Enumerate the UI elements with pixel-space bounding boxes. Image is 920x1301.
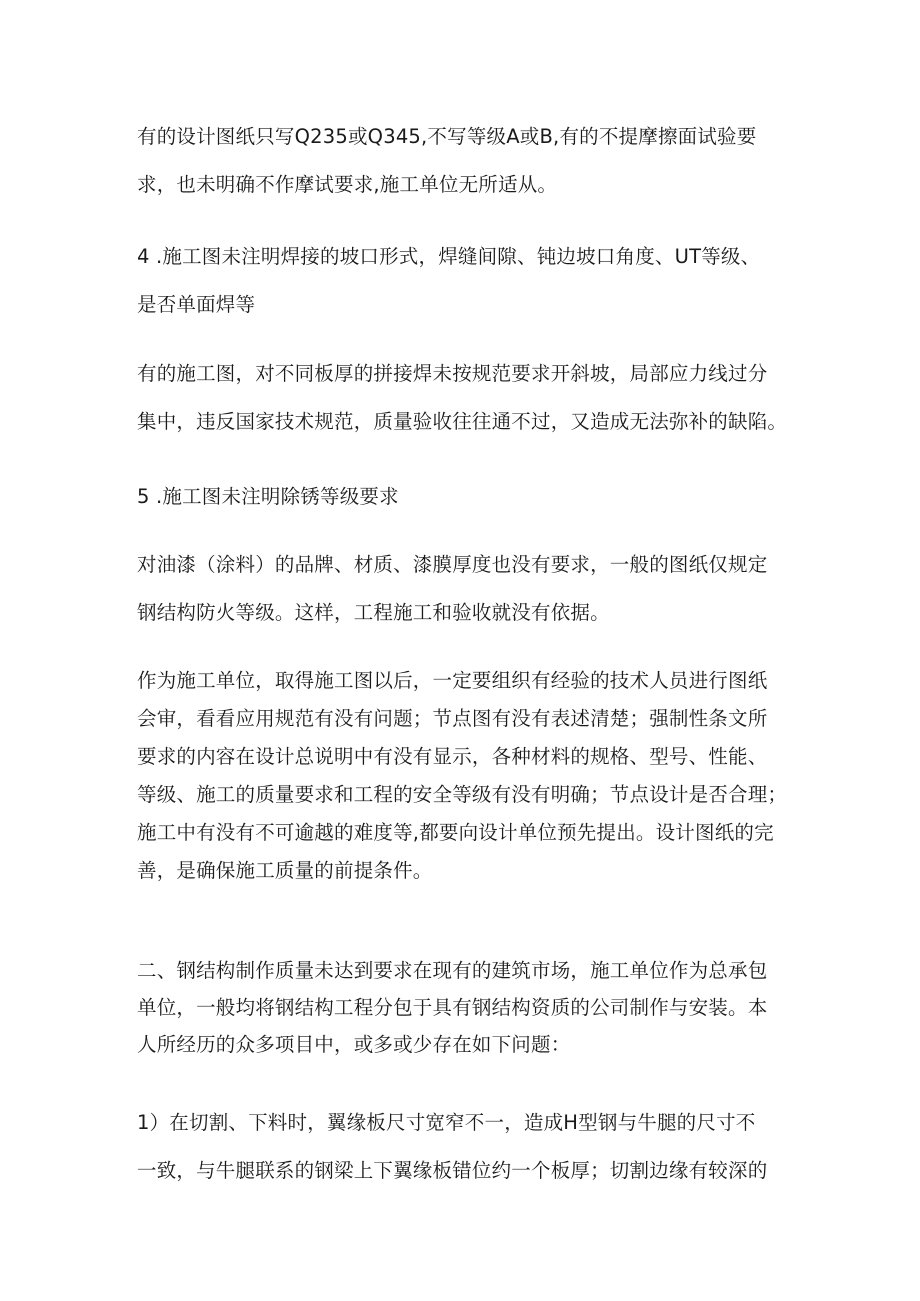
paragraph-cutting-issues — [137, 1099, 797, 1195]
text-line: 5 .施工图未注明除锈等级要求 — [137, 485, 399, 508]
text-line: 要求的内容在设计总说明中有没有显示，各种材料的规格、型号、性能、 — [137, 745, 768, 768]
text-line: 单位，一般均将钢结构工程分包于具有钢结构资质的公司制作与安装。本 — [137, 996, 768, 1019]
text-line: 等级、施工的质量要求和工程的安全等级有没有明确；节点设计是否合理； — [137, 783, 788, 806]
text-line: 作为施工单位，取得施工图以后，一定要组织有经验的技术人员进行图纸 — [137, 669, 768, 692]
text-line: 求，也未明确不作摩试要求,施工单位无所适从。 — [137, 173, 558, 196]
heading-item-5 — [137, 473, 797, 521]
paragraph-design-drawings-grade — [137, 113, 797, 209]
paragraph-plate-thickness — [137, 350, 797, 446]
text-line: 人所经历的众多项目中，或多或少存在如下问题： — [137, 1033, 571, 1056]
text-line: 有的设计图纸只写Q235或Q345,不写等级A或B,有的不提摩擦面试验要 — [137, 125, 757, 148]
text-line: 集中，违反国家技术规范，质量验收往往通不过，又造成无法弥补的缺陷。 — [137, 410, 788, 433]
text-line: 施工中有没有不可逾越的难度等,都要向设计单位预先提出。设计图纸的完 — [137, 821, 774, 844]
text-line: 4 .施工图未注明焊接的坡口形式，焊缝间隙、钝边坡口角度、UT等级、 — [137, 245, 761, 268]
text-line: 钢结构防火等级。这样，工程施工和验收就没有依据。 — [137, 601, 610, 624]
text-line: 对油漆（涂料）的品牌、材质、漆膜厚度也没有要求，一般的图纸仅规定 — [137, 553, 768, 576]
paragraph-drawing-review — [137, 662, 797, 890]
section-two-manufacturing-quality — [137, 952, 797, 1063]
text-line: 1）在切割、下料时，翼缘板尺寸宽窄不一，造成H型钢与牛腿的尺寸不 — [137, 1111, 756, 1134]
paragraph-paint-requirements — [137, 541, 797, 637]
text-line: 一致，与牛腿联系的钢梁上下翼缘板错位约一个板厚；切割边缘有较深的 — [137, 1159, 768, 1182]
heading-item-4 — [137, 233, 797, 329]
text-line: 会审，看看应用规范有没有问题；节点图有没有表述清楚；强制性条文所 — [137, 707, 768, 730]
text-line: 是否单面焊等 — [137, 293, 256, 316]
text-line: 有的施工图，对不同板厚的拼接焊未按规范要求开斜坡，局部应力线过分 — [137, 362, 768, 385]
text-line: 善，是确保施工质量的前提条件。 — [137, 859, 433, 882]
text-line: 二、钢结构制作质量未达到要求在现有的建筑市场，施工单位作为总承包 — [137, 959, 768, 982]
